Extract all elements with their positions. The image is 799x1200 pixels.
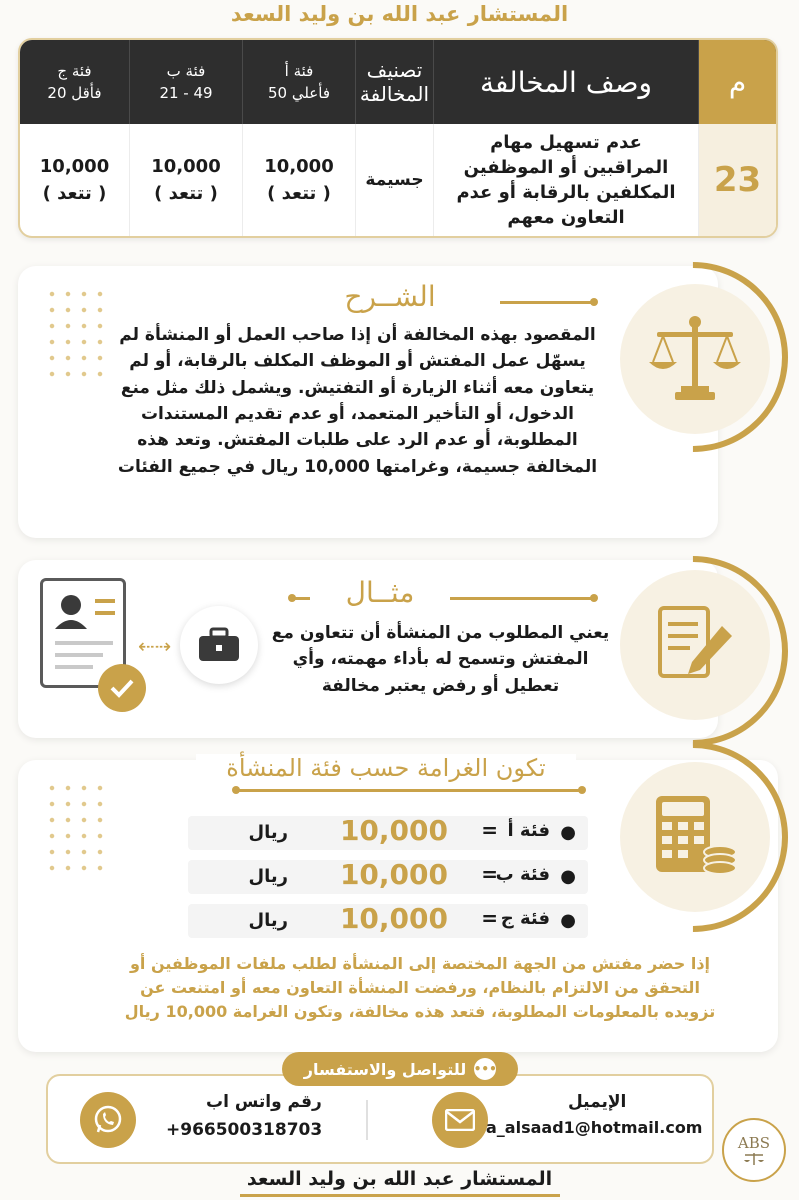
footer-title: المستشار عبد الله بن وليد السعد <box>246 1168 553 1190</box>
row-category-a-note: ( تتعد ) <box>267 183 331 204</box>
fine-equals: = <box>481 906 498 930</box>
contact-pill-label: للتواصل والاستفسار <box>303 1059 467 1079</box>
row-category-c-note: ( تتعد ) <box>42 183 107 204</box>
fine-equals: = <box>481 862 498 886</box>
whatsapp-icon <box>92 1104 124 1136</box>
whatsapp-button[interactable] <box>80 1092 136 1148</box>
title-underline <box>234 789 584 792</box>
fine-value: 10,000 <box>339 902 448 935</box>
row-classification: جسيمة <box>355 124 433 236</box>
check-icon <box>98 664 146 712</box>
example-text: يعني المطلوب من المنشأة أن تتعاون مع المفتش وتسمح له بأداء مهمته، وأي تعطيل أو رفض يعتبر مخالفة <box>271 623 610 696</box>
header-category-c-name: فئة ج <box>57 61 92 80</box>
email-button[interactable] <box>432 1092 488 1148</box>
email-value[interactable]: a_alsaad1@hotmail.com <box>486 1118 703 1137</box>
header-classification <box>355 40 433 124</box>
decorative-dots <box>44 780 104 876</box>
footer-underline <box>240 1194 560 1197</box>
whatsapp-value[interactable]: +966500318703 <box>166 1120 323 1140</box>
fines-icon-circle <box>620 762 770 912</box>
row-category-b-note: ( تتعد ) <box>154 183 218 204</box>
fines-note: إذا حضر مفتش من الجهة المختصة إلى المنشأة لطلب ملفات الموظفين أو التحقق من الالتزام بالنظام، ورفضت المنشأة التعاون معه أو امتنعت عن تزويده بالمعلومات المطلوبة، فتعد هذه مخالفة، وتكون الغرامة 10,000 ريال <box>124 954 716 1021</box>
header-number: م <box>698 40 776 124</box>
bullet-icon: ● <box>560 866 576 887</box>
contact-card <box>46 1074 714 1164</box>
chat-icon: ••• <box>474 1058 496 1080</box>
fine-row-c <box>188 904 588 938</box>
briefcase-icon <box>197 627 241 663</box>
explanation-text: المقصود بهذه المخالفة أن إذا صاحب العمل أو المنشأة لم يسهّل عمل المفتش أو الموظف المكلف بالرقابة، أو لم يتعاون معه أثناء الزيارة أو التفتيش. ويشمل ذلك مثل منع الدخول، أو التأخير المتعمد، أو عدم تقديم المستندات المطلوبة، أو عدم الرد على طلبات المفتش. وتعد هذه المخالفة جسيمة، وغرامتها 10,000 ريال في جميع الفئات <box>117 325 598 477</box>
row-category-a <box>242 124 355 236</box>
page-title: المستشار عبد الله بن وليد السعد <box>230 2 569 26</box>
violation-table <box>18 38 778 238</box>
header-description: وصف المخالفة <box>433 40 698 124</box>
scales-icon <box>645 314 745 404</box>
header-category-c-range: 20 فأقل <box>47 84 102 102</box>
row-category-b-amount: 10,000 <box>151 156 221 177</box>
logo-scales-icon <box>743 1152 765 1166</box>
bullet-icon: ● <box>560 822 576 843</box>
whatsapp-label: رقم واتس اب <box>206 1092 322 1112</box>
header-classification-line2: المخالفة <box>359 82 430 106</box>
fine-value: 10,000 <box>339 858 448 891</box>
fine-currency: ريال <box>248 822 288 843</box>
calculator-icon <box>650 792 740 882</box>
header-category-b-name: فئة ب <box>166 61 206 80</box>
title-line-dot <box>590 298 598 306</box>
header-category-b-range: 21 - 49 <box>159 84 213 102</box>
fine-label: فئة ج <box>500 908 550 929</box>
fine-row-b <box>188 860 588 894</box>
fine-label: فئة ب <box>495 864 550 885</box>
table-header <box>20 40 776 124</box>
header-category-a-range: 50 فأعلي <box>267 84 331 102</box>
fine-equals: = <box>481 818 498 842</box>
header-category-a <box>242 40 355 124</box>
header-category-b <box>129 40 242 124</box>
row-number: 23 <box>698 124 776 236</box>
contact-pill <box>282 1052 518 1086</box>
email-label: الإيميل <box>568 1092 627 1112</box>
fine-currency: ريال <box>248 910 288 931</box>
decorative-dots <box>44 286 104 382</box>
explanation-icon-circle <box>620 284 770 434</box>
example-title: مثــال <box>310 576 450 609</box>
explanation-title: الشــرح <box>280 280 500 313</box>
bullet-icon: ● <box>560 910 576 931</box>
fine-label: فئة أ <box>507 820 550 841</box>
row-category-a-amount: 10,000 <box>264 156 334 177</box>
row-category-c-amount: 10,000 <box>39 156 110 177</box>
fines-title: تكون الغرامة حسب فئة المنشأة <box>196 754 576 782</box>
row-category-c <box>20 124 129 236</box>
title-line-dot <box>590 594 598 602</box>
contact-divider <box>366 1100 368 1140</box>
double-arrow-icon: ⇠⇢ <box>138 634 172 658</box>
table-row <box>20 124 776 236</box>
fine-value: 10,000 <box>339 814 448 847</box>
row-category-b <box>129 124 242 236</box>
fine-row-a <box>188 816 588 850</box>
header-category-a-name: فئة أ <box>284 61 314 80</box>
title-line-dot <box>578 786 586 794</box>
header-category-c <box>20 40 129 124</box>
example-icon-circle <box>620 570 770 720</box>
row-description: عدم تسهيل مهام المراقبين أو الموظفين المكلفين بالرقابة أو عدم التعاون معهم <box>433 124 698 236</box>
briefcase-icon-circle <box>180 606 258 684</box>
document-pen-icon <box>650 600 740 690</box>
email-icon <box>445 1109 475 1131</box>
header-classification-line1: تصنيف <box>366 58 423 82</box>
fine-currency: ريال <box>248 866 288 887</box>
logo-text: ABS <box>737 1134 771 1152</box>
